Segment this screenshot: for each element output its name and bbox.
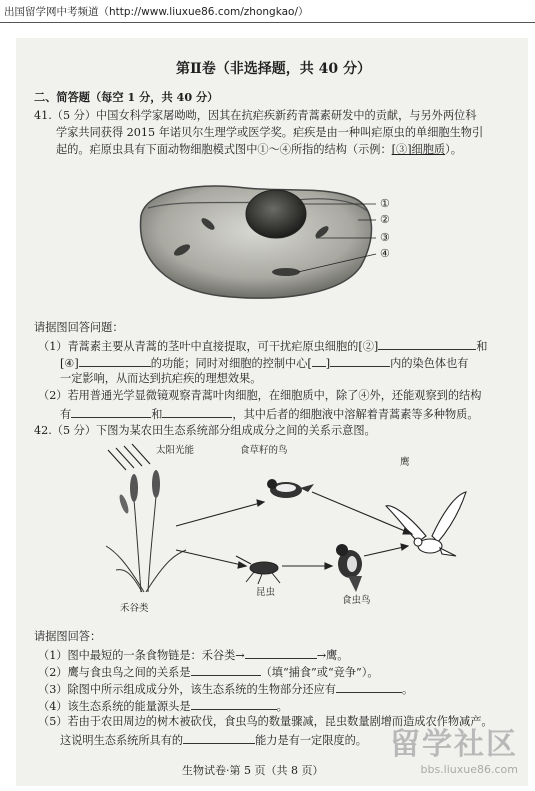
q42-sub2: （2）鹰与食虫鸟之间的关系是 （填“捕食”或“竞争”）。 [38,666,379,679]
q41-sub2-line1: （2）若用普通光学显微镜观察青蒿叶肉细胞，在细胞质中，除了④外，还能观察到的结构 [38,389,482,402]
marker-2: ② [380,213,390,226]
answer-blank[interactable] [245,647,317,659]
answer-blank[interactable] [71,406,151,418]
page-footer: 生物试卷·第 5 页（共 8 页） [182,764,324,777]
example-answer: [③]细胞质 [391,143,446,156]
answer-blank[interactable] [330,355,390,367]
food-web-diagram [86,442,486,602]
cell-nucleus [246,190,306,238]
q41-sub2-line2: 有 和 ，其中后者的细胞液中溶解着青蒿素等多种物质。 [60,408,479,421]
answer-blank[interactable] [79,355,151,367]
answer-blank[interactable] [183,732,255,744]
insect [236,556,280,584]
answer-blank[interactable] [336,681,402,693]
answer-blank[interactable] [312,355,326,367]
label-hawk: 鹰 [400,457,410,468]
section-title: 第Ⅱ卷（非选择题，共 40 分） [176,61,372,77]
watermark-logo: 留学社区 bbs.liuxue86.com [390,727,518,776]
q42-sub1: （1）图中最短的一条食物链是：禾谷类→ →鹰。 [38,649,349,662]
grain-plant [106,496,186,592]
marker-1: ① [380,197,390,210]
q42-intro: 42.（5 分）下图为某农田生态系统部分组成成分之间的关系示意图。 [34,424,376,437]
marker-4: ④ [380,247,390,260]
insectivorous-bird [336,544,362,592]
q41-line3: 起的。疟原虫具有下面动物细胞模式图中①～④所指的结构（示例：[③]细胞质）。 [56,143,462,156]
answer-blank[interactable] [162,406,232,418]
hawk [386,492,466,556]
answer-blank[interactable] [191,664,261,676]
q41-line1: 41.（5 分）中国女科学家屠呦呦，因其在抗疟疾新药青蒿素研发中的贡献，与另外两位科 [34,109,477,122]
label-insect: 昆虫 [256,587,276,598]
q42-sub5-line1: （5）若由于农田周边的树木被砍伐，食虫鸟的数量骤减，昆虫数量剧增而造成农作物减产。 [38,715,493,728]
q41-prompt: 请据图回答问题： [34,321,124,334]
sun-rays [108,444,150,470]
exam-page [16,38,528,786]
answer-blank[interactable] [191,698,277,710]
q41-sub1-line3: 一定影响，从而达到抗疟疾的理想效果。 [60,372,262,385]
q41-sub1-line2: [④] 的功能；同时对细胞的控制中心[ ] 内的染色体也有 [60,357,469,370]
label-sunlight: 太阳光能 [156,445,195,456]
q42-prompt: 请据图回答： [34,630,102,643]
answer-blank[interactable] [378,338,476,350]
header-divider [0,22,535,23]
q42-sub4: （4）该生态系统的能量源头是 。 [38,700,288,713]
section-heading: 二、简答题（每空 1 分，共 40 分） [34,90,219,104]
q42-sub5-line2: 这说明生态系统所具有的 能力是有一定限度的。 [60,734,367,747]
marker-3: ③ [380,231,390,244]
seed-eating-bird [267,479,314,498]
label-grain-plant: 禾谷类 [120,603,149,614]
q41-line2: 学家共同获得 2015 年诺贝尔生理学或医学奖。疟疾是由一种叫疟原虫的单细胞生物引 [56,126,484,139]
page-header: 出国留学网中考频道（http://www.liuxue86.com/zhongkao/） [4,6,309,18]
label-seed-eating-bird: 食草籽的鸟 [240,445,288,456]
label-insectivorous-bird: 食虫鸟 [342,595,371,606]
q41-sub1-line1: （1）青蒿素主要从青蒿的茎叶中直接提取，可干扰疟原虫细胞的[②] 和 [38,340,488,353]
q42-sub3: （3）除图中所示组成成分外，该生态系统的生物部分还应有 。 [38,683,414,696]
